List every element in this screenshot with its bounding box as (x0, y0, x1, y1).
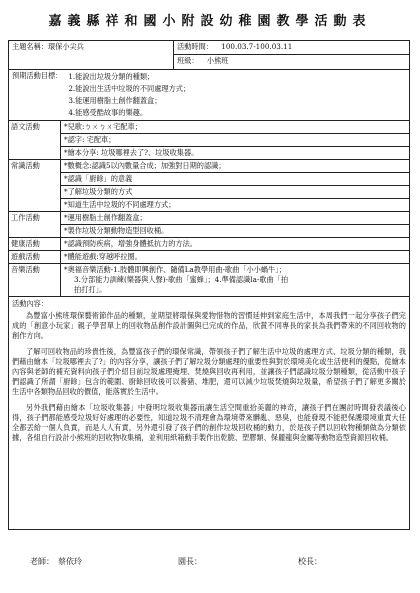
theme-cell (9, 41, 174, 69)
header-row (9, 41, 409, 69)
class-label: 班級： (177, 56, 199, 65)
director-label: 園長： (178, 557, 202, 566)
principal-label: 校長： (298, 557, 322, 566)
activity-row-work (9, 211, 409, 237)
goal-item: 1.能說出垃圾分類的種類； (68, 72, 155, 81)
goal-item: 3.能運用樹脂土創作翻蓋盒； (68, 96, 162, 105)
activity-line: *數概念:認識5以內數量合成；加強對日期的認識； (61, 160, 409, 173)
goals-row (9, 69, 409, 120)
class-value: 小熊班 (206, 56, 229, 65)
activity-line: *體能遊戲:穿越呼拉圈。 (64, 252, 142, 261)
content-label: 活動內容： (12, 299, 48, 308)
activity-line: *兒歌:ㄅㄨㄅㄨ宅配車； (61, 121, 409, 134)
activity-line: *繪本分享: 垃圾哪裡去了?、垃圾收集器。 (64, 148, 199, 157)
activity-label: 遊戲活動 (9, 251, 61, 263)
content-paragraph: 了解可回收物品的珍貴性後，為豐富孩子們的環保常識，帶領孩子們了解生活中垃圾的處理方式、垃圾分類的種類，我們藉由繪本「垃圾哪裡去了?」的內容分享，讓孩子們了解垃圾分類處理的重要性與對於環境美化或生活便利的優點，從繪本內容與老師的補充資料向孩子們介紹目前垃圾處理掩埋、焚燒與回收再利用，並讓孩子們認識垃圾分類種類，從活動中孩子們認識了所謂「廚餘」包含的範圍、廚餘回收後可以養豬、堆肥，還可以減少垃圾焚燒與垃圾量，希望孩子們了解更多關於生活中各類物品回收的價值，能落實於生活中。 (12, 347, 406, 396)
activity-label: 語文活動 (9, 121, 61, 159)
teacher-name: 蔡依玲 (58, 557, 82, 566)
class-cell (174, 55, 409, 69)
activity-row-music (9, 263, 409, 296)
activity-line: *奧福音樂活動-1.肢體即興創作、隨備La教學用曲-歌曲「小小蝸牛」； (64, 265, 287, 274)
theme-value: 環保小尖兵 (47, 42, 84, 51)
activity-lines (61, 160, 409, 211)
time-class-cell (174, 41, 409, 69)
activity-label: 音樂活動 (9, 264, 61, 296)
teacher-label: 老師： (30, 557, 54, 566)
activity-lines (61, 212, 409, 237)
time-cell (174, 41, 409, 55)
activity-line: *認識預防疾病，增強身體抵抗力的方法。 (64, 239, 197, 248)
activity-table (8, 40, 410, 530)
activity-lines (61, 121, 409, 159)
content-cell (9, 297, 409, 529)
activity-line: *製作垃圾分類動物造型回收桶。 (64, 226, 169, 235)
time-value: 100.03.7-100.03.11 (221, 42, 293, 51)
page-title: 嘉義縣祥和國小附設幼稚園教學活動表 (48, 14, 372, 29)
goals-list (62, 71, 190, 119)
activity-line: *認字: 宅配車； (61, 134, 409, 147)
activity-label: 健康活動 (9, 238, 61, 250)
activity-row-knowledge (9, 159, 409, 211)
activity-lines (61, 264, 409, 296)
goal-item: 4.能感受酷故事的樂趣。 (68, 108, 148, 117)
goals-label: 預期活動目標： (12, 71, 63, 80)
activity-label: 常識活動 (9, 160, 61, 211)
activity-line: 3.分部能力訓練(樂器與人聲)-歌曲「蜜蜂」；4.準備認識la-歌曲「拍 (74, 275, 289, 284)
content-paragraph: 為豐富小熊班環保藝術節作品的種類，並期望將環保與愛物惜物的習慣延伸到家庭生活中，本周我們一起分享孩子們完成的「創意小玩家」親子學習單上的回收物品創作設計圖與已完成的作品，欣賞不同專長的家長為我們帶來的不同回收物的創作方向。 (12, 311, 406, 340)
time-label: 活動時間： (177, 42, 213, 51)
activity-row-health (9, 237, 409, 250)
content-row (9, 296, 409, 529)
activity-line: *運用樹脂土創作翻蓋盒； (61, 212, 409, 225)
signature-footer (30, 556, 410, 567)
content-paragraph: 另外我們藉由繪本「垃圾收集器」中發明垃圾收集器而讓生活空間重拾美麗的神奇，讓孩子們在團討時間發表議後心得，孩子們都能感受垃圾好好處理的必要性，知道垃圾不清理會為環境帶來髒亂、惡臭，也能發現不能把保護環境重責大任全都丟給一個人負責，而是人人有責，另外還引發了孩子們的創作垃圾回收桶的動力，於是孩子們以回收物種類做為分類依據，各組自行設計小熊班的回收物收集桶，並利用紙箱動手製作出乾脆、塑膠類、保麗龍與金屬等動物造型資源回收桶。 (12, 403, 406, 442)
activity-line: 拍打打」。 (74, 285, 107, 294)
goals-cell (9, 70, 409, 120)
activity-line: *了解垃圾分類的方式 (61, 186, 409, 199)
activity-label: 工作活動 (9, 212, 61, 237)
goal-item: 2.能說出生活中垃圾的不同處理方式； (68, 84, 191, 93)
activity-row-games (9, 250, 409, 263)
activity-row-language (9, 120, 409, 159)
theme-label: 主題名稱： (12, 42, 48, 51)
activity-line: *知道生活中垃圾的不同處理方式； (64, 200, 176, 209)
activity-line: *認識「廚餘」的意義 (61, 173, 409, 186)
